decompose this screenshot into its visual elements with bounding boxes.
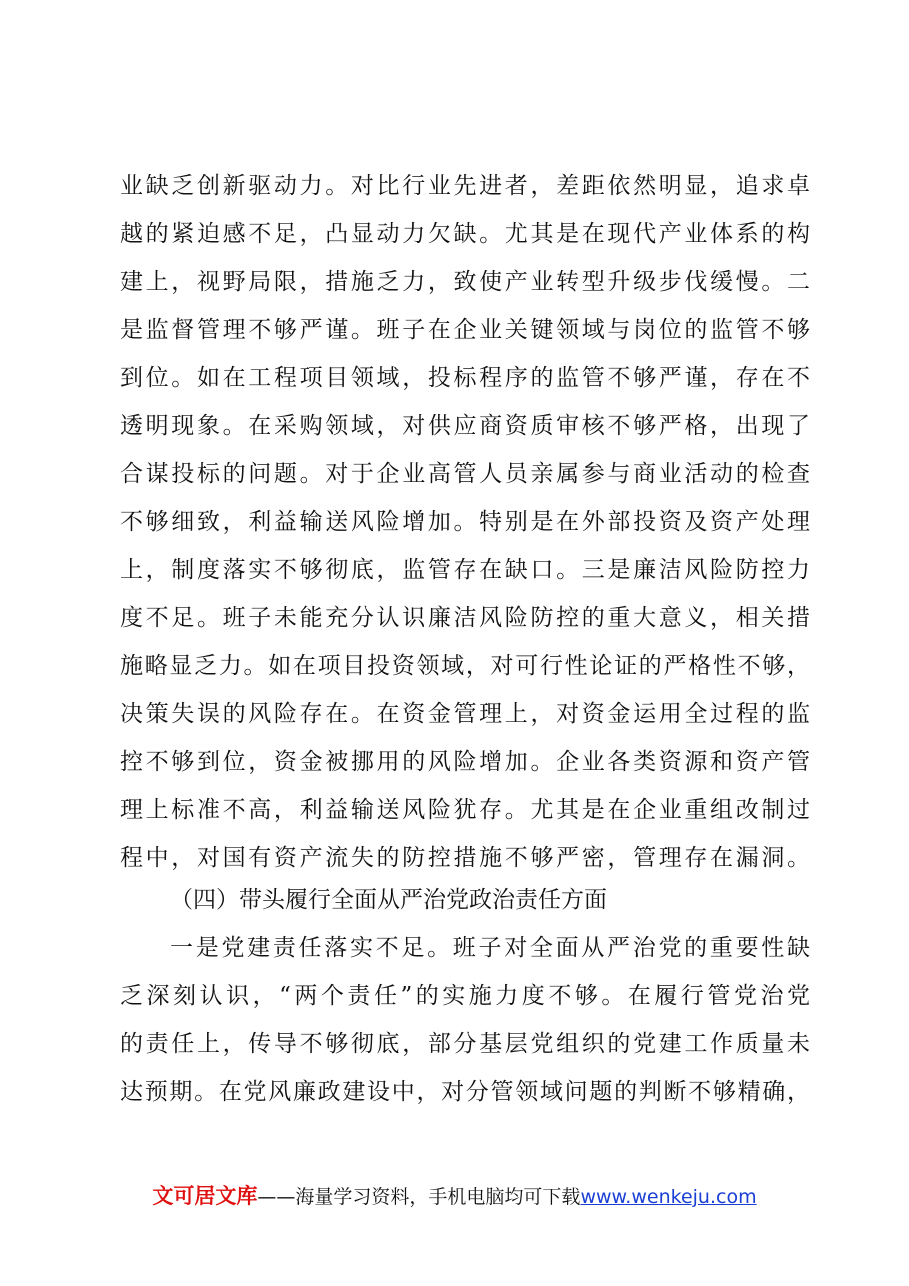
body-line: 不够细致，利益输送风险增加。特别是在外部投资及资产处理 bbox=[120, 509, 810, 535]
section-heading: （四）带头履行全面从严治党政治责任方面 bbox=[170, 887, 607, 913]
body-line: 施略显乏力。如在项目投资领域，对可行性论证的严格性不够， bbox=[120, 653, 810, 679]
body-line: 程中，对国有资产流失的防控措施不够严密，管理存在漏洞。 bbox=[120, 845, 810, 871]
body-line: 到位。如在工程项目领域，投标程序的监管不够严谨，存在不 bbox=[120, 365, 810, 391]
body-line: 控不够到位，资金被挪用的风险增加。企业各类资源和资产管 bbox=[120, 749, 810, 775]
footer-link[interactable]: www.wenkeju.com bbox=[580, 1186, 757, 1208]
body-line: 合谋投标的问题。对于企业高管人员亲属参与商业活动的检查 bbox=[120, 461, 810, 487]
footer-tagline: ——海量学习资料，手机电脑均可下载 bbox=[257, 1186, 581, 1208]
footer-brand: 文可居文库 bbox=[152, 1184, 258, 1208]
footer-banner bbox=[0, 1180, 909, 1212]
body-line: 透明现象。在采购领域，对供应商资质审核不够严格，出现了 bbox=[120, 413, 810, 439]
section-line: 的责任上，传导不够彻底，部分基层党组织的党建工作质量未 bbox=[120, 1031, 810, 1057]
body-line: 是监督管理不够严谨。班子在企业关键领域与岗位的监管不够 bbox=[120, 317, 810, 343]
section-line: 一是党建责任落实不足。班子对全面从严治党的重要性缺 bbox=[170, 935, 810, 961]
body-line: 建上，视野局限，措施乏力，致使产业转型升级步伐缓慢。二 bbox=[120, 269, 810, 295]
body-line: 业缺乏创新驱动力。对比行业先进者，差距依然明显，追求卓 bbox=[120, 173, 810, 199]
body-line: 理上标准不高，利益输送风险犹存。尤其是在企业重组改制过 bbox=[120, 797, 810, 823]
body-line: 决策失误的风险存在。在资金管理上，对资金运用全过程的监 bbox=[120, 701, 810, 727]
section-line: 乏深刻认识，“两个责任”的实施力度不够。在履行管党治党 bbox=[120, 983, 810, 1009]
body-line: 度不足。班子未能充分认识廉洁风险防控的重大意义，相关措 bbox=[120, 605, 810, 631]
body-line: 越的紧迫感不足，凸显动力欠缺。尤其是在现代产业体系的构 bbox=[120, 221, 810, 247]
section-line: 达预期。在党风廉政建设中，对分管领域问题的判断不够精确， bbox=[120, 1079, 810, 1105]
body-line: 上，制度落实不够彻底，监管存在缺口。三是廉洁风险防控力 bbox=[120, 557, 810, 583]
